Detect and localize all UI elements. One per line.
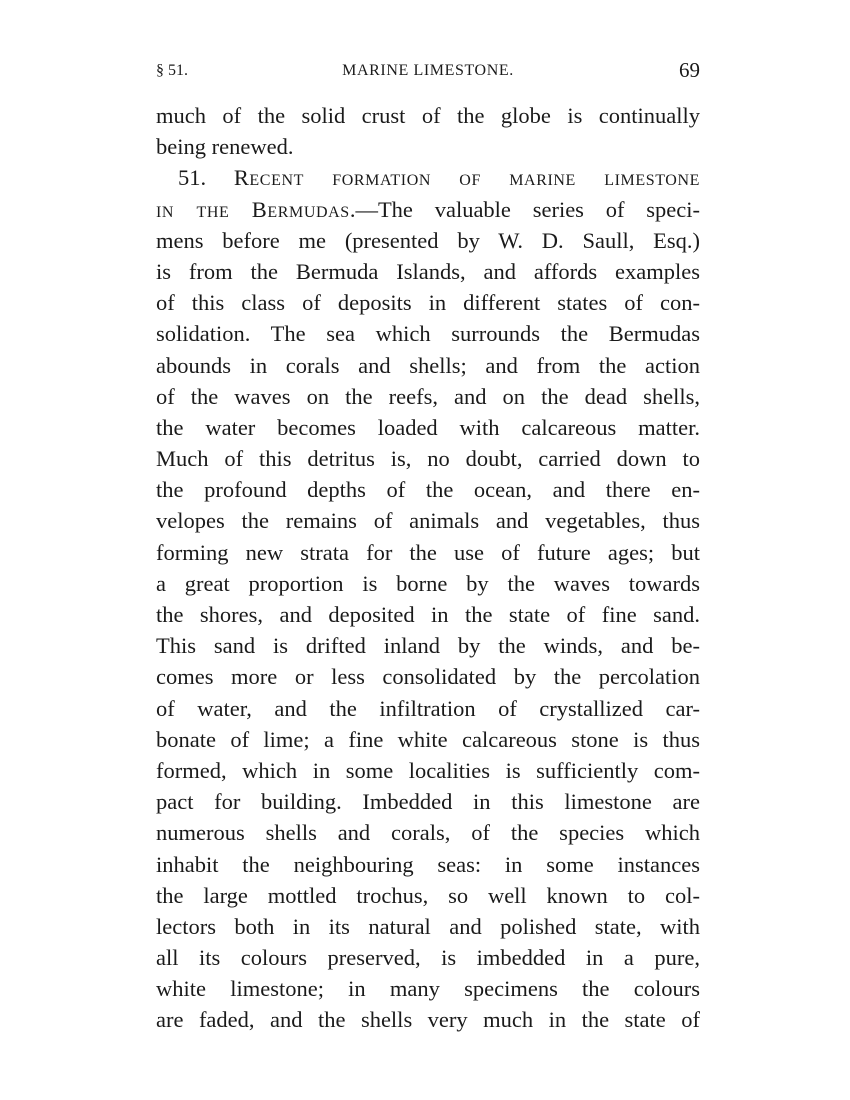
text-line: inhabit the neighbouring seas: in some instances — [156, 851, 700, 877]
text-line: the water becomes loaded with calcareous matter. — [156, 414, 700, 440]
text-line: comes more or less consolidated by the percolation — [156, 664, 700, 690]
text-line: numerous shells and corals, of the species which — [156, 820, 700, 846]
text-line: in the Bermudas.—The valuable series of speci- — [156, 196, 700, 222]
section-heading-line: 51. Recent formation of marine limestone — [178, 165, 700, 191]
text-line: pact for building. Imbedded in this limestone are — [156, 789, 700, 815]
text-line: abounds in corals and shells; and from the action — [156, 352, 700, 378]
text-line: the shores, and deposited in the state of fine sand. — [156, 602, 700, 627]
section-heading-text: in the Bermudas — [156, 196, 350, 222]
running-head — [156, 56, 700, 86]
text-line: of water, and the infiltration of crystallized car- — [156, 695, 700, 721]
page-number: 69 — [679, 58, 700, 82]
section-number: § 51. — [156, 62, 188, 79]
text-line: the large mottled trochus, so well known to col- — [156, 882, 700, 908]
running-title: MARINE LIMESTONE. — [342, 62, 514, 79]
text-line: lectors both in its natural and polished state, with — [156, 913, 700, 939]
body-text — [156, 100, 700, 1036]
text-line: being renewed. — [156, 134, 294, 160]
text-line: bonate of lime; a fine white calcareous stone is thus — [156, 726, 700, 752]
text-line: much of the solid crust of the globe is continually — [156, 103, 700, 128]
text-line: is from the Bermuda Islands, and affords examples — [156, 258, 700, 284]
text-line: the profound depths of the ocean, and there en- — [156, 477, 700, 503]
text-line: formed, which in some localities is sufficiently com- — [156, 757, 700, 783]
text-line: mens before me (presented by W. D. Saull, Esq.) — [156, 227, 700, 253]
text-line: are faded, and the shells very much in the state of — [156, 1007, 700, 1033]
text-line: solidation. The sea which surrounds the Bermudas — [156, 321, 700, 347]
text-line: of the waves on the reefs, and on the dead shells, — [156, 383, 700, 409]
text-line: forming new strata for the use of future ages; but — [156, 539, 700, 565]
text-line: all its colours preserved, is imbedded in a pure, — [156, 945, 700, 971]
text-line: white limestone; in many specimens the colours — [156, 976, 700, 1002]
text-line: velopes the remains of animals and vegetables, thus — [156, 508, 700, 534]
text-line: This sand is drifted inland by the winds, and be- — [156, 633, 700, 659]
section-heading-text: Recent formation of marine limestone — [233, 165, 700, 191]
text-line: Much of this detritus is, no doubt, carried down to — [156, 446, 700, 472]
text-line: a great proportion is borne by the waves towards — [156, 570, 700, 596]
text-line: of this class of deposits in different states of con- — [156, 290, 700, 316]
